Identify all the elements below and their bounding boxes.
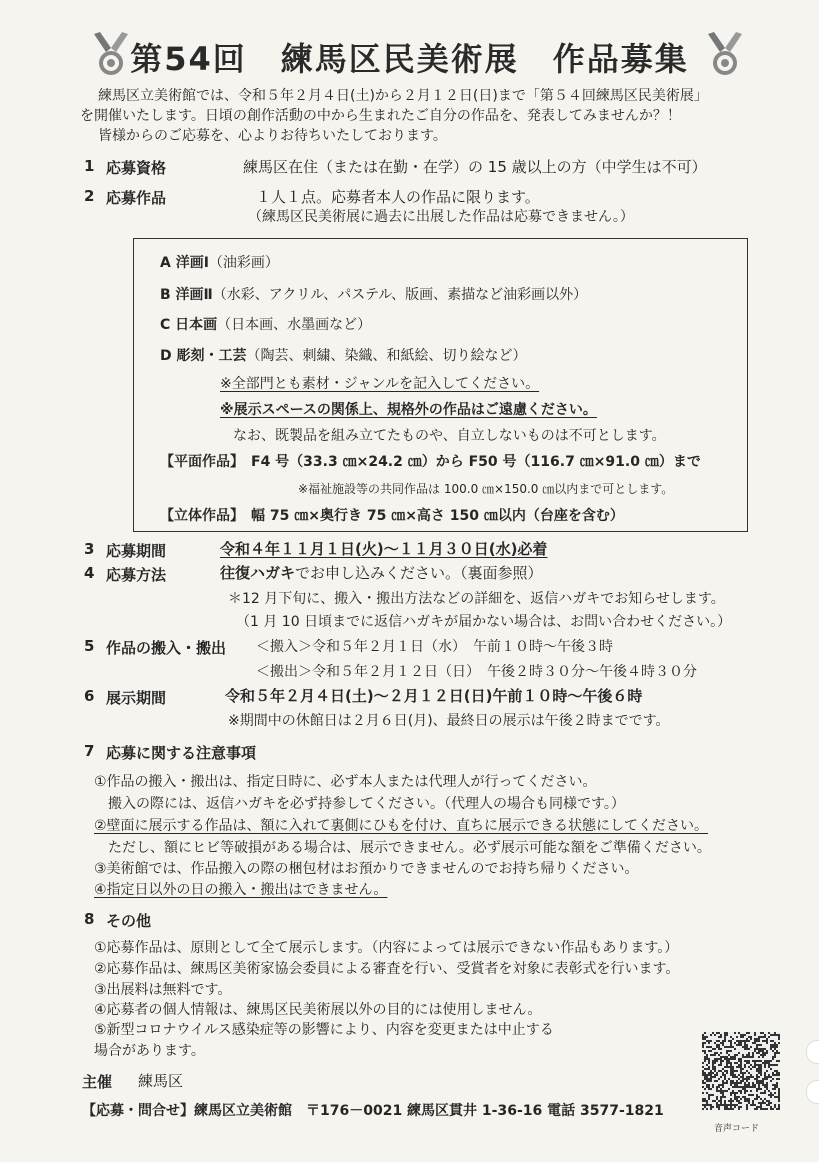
sponsor-label: 主催 bbox=[82, 1073, 113, 1091]
section-5-line-2: ＜搬出＞令和５年２月１２日（日） 午後２時３０分～午後４時３０分 bbox=[256, 664, 697, 680]
intro-line-1: 練馬区立美術館では、令和５年２月４日(土)から２月１２日(日)まで「第５４回練馬区民美術展」 bbox=[98, 88, 708, 104]
section-2-number: 2 bbox=[84, 187, 95, 205]
punch-hole bbox=[806, 1040, 819, 1064]
section-7-item-1b: 搬入の際には、返信ハガキを必ず持参してください。（代理人の場合も同様です。） bbox=[94, 796, 625, 812]
section-8-item-3: ③出展料は無料です。 bbox=[94, 982, 232, 998]
section-8-number: 8 bbox=[84, 910, 95, 928]
section-6-heading: 展示期間 bbox=[106, 689, 167, 707]
voice-code-label: 音声コード bbox=[714, 1124, 760, 1134]
section-5-number: 5 bbox=[84, 637, 95, 655]
section-4-heading: 応募方法 bbox=[106, 566, 167, 584]
section-8-item-1: ①応募作品は、原則として全て展示します。（内容によっては展示できない作品もあります。） bbox=[94, 940, 679, 956]
section-5-heading: 作品の搬入・搬出 bbox=[106, 639, 227, 657]
category-a-desc: （油彩画） bbox=[208, 255, 279, 271]
punch-hole bbox=[806, 1080, 819, 1104]
section-3-text: 令和４年１１月１日(火)～１１月３０日(水)必着 bbox=[220, 540, 548, 558]
category-a bbox=[160, 253, 279, 273]
section-4-note-2: （1 月 10 日頃までに返信ハガキが届かない場合は、お問い合わせください。） bbox=[236, 614, 732, 630]
section-1-number: 1 bbox=[84, 157, 95, 175]
section-8-heading: その他 bbox=[106, 912, 152, 930]
contact-line: 【応募・問合せ】練馬区立美術館 〒176－0021 練馬区貫井 1-36-16 電話 3577-1821 bbox=[82, 1103, 664, 1119]
category-b-label: B 洋画Ⅱ bbox=[160, 287, 213, 303]
section-8-item-5: ⑤新型コロナウイルス感染症等の影響により、内容を変更または中止する bbox=[94, 1022, 554, 1038]
section-6-text: 令和５年２月４日(土)～２月１２日(日)午前１０時～午後６時 bbox=[225, 687, 643, 705]
section-1-text: 練馬区在住（または在勤・在学）の 15 歳以上の方（中学生は不可） bbox=[243, 158, 707, 176]
section-3-heading: 応募期間 bbox=[106, 542, 167, 560]
section-2-heading: 応募作品 bbox=[106, 189, 167, 207]
category-d-desc: （陶芸、刺繍、染織、和紙絵、切り絵など） bbox=[246, 348, 527, 364]
section-4-text-rest: でお申し込みください。（裏面参照） bbox=[295, 564, 543, 582]
page-title: 第54回 練馬区民美術展 作品募集 bbox=[130, 40, 689, 78]
sponsor-value: 練馬区 bbox=[138, 1072, 184, 1090]
category-b-desc: （水彩、アクリル、パステル、版画、素描など油彩画以外） bbox=[212, 287, 588, 303]
section-2-text-2: （練馬区民美術展に過去に出展した作品は応募できません。） bbox=[248, 209, 634, 225]
section-7-item-4: ④指定日以外の日の搬入・搬出はできません。 bbox=[94, 882, 388, 898]
section-2-text-1: １人１点。応募者本人の作品に限ります。 bbox=[256, 188, 540, 206]
category-c-desc: （日本画、水墨画など） bbox=[217, 317, 372, 333]
category-b bbox=[160, 285, 587, 305]
section-6-note: ※期間中の休館日は２月６日(月)、最終日の展示は午後２時までです。 bbox=[228, 713, 670, 729]
box-note-2: ※展示スペースの関係上、規格外の作品はご遠慮ください。 bbox=[220, 402, 597, 418]
section-7-item-2: ②壁面に展示する作品は、額に入れて裏側にひもを付け、直ちに展示できる状態にしてください。 bbox=[94, 818, 708, 834]
section-4-text bbox=[220, 563, 543, 583]
intro-line-2: を開催いたします。日頃の創作活動の中から生まれたご自分の作品を、発表してみませんか？！ bbox=[80, 108, 681, 124]
category-c-label: C 日本画 bbox=[160, 317, 218, 333]
section-7-item-2b: ただし、額にヒビ等破損がある場合は、展示できません。必ず展示可能な額をご準備ください。 bbox=[94, 840, 711, 856]
category-c bbox=[160, 315, 371, 335]
section-7-item-1: ①作品の搬入・搬出は、指定日時に、必ず本人または代理人が行ってください。 bbox=[94, 774, 597, 790]
section-7-item-3: ③美術館では、作品搬入の際の梱包材はお預かりできませんのでお持ち帰りください。 bbox=[94, 861, 639, 877]
flat-spec: 【平面作品】 F4 号（33.3 ㎝×24.2 ㎝）から F50 号（116.7 ㎝×91.0 ㎝）まで bbox=[160, 454, 701, 470]
category-d-label: D 彫刻・工芸 bbox=[160, 348, 247, 364]
box-note-3: なお、既製品を組み立てたものや、自立しないものは不可とします。 bbox=[233, 428, 666, 444]
section-4-text-bold: 往復ハガキ bbox=[220, 564, 296, 582]
section-7-heading: 応募に関する注意事項 bbox=[106, 744, 257, 762]
section-8-item-5b: 場合があります。 bbox=[94, 1043, 205, 1059]
intro-line-3: 皆様からのご応募を、心よりお待ちいたしております。 bbox=[98, 128, 447, 144]
solid-spec: 【立体作品】 幅 75 ㎝×奥行き 75 ㎝×高さ 150 ㎝以内（台座を含む） bbox=[160, 508, 624, 524]
section-8-item-2: ②応募作品は、練馬区美術家協会委員による審査を行い、受賞者を対象に表彰式を行います。 bbox=[94, 961, 680, 977]
section-5-line-1: ＜搬入＞令和５年２月１日（水） 午前１０時～午後３時 bbox=[256, 639, 613, 655]
category-d bbox=[160, 346, 527, 366]
section-8-item-4: ④応募者の個人情報は、練馬区民美術展以外の目的には使用しません。 bbox=[94, 1002, 542, 1018]
section-4-note-1: ＊12 月下旬に、搬入・搬出方法などの詳細を、返信ハガキでお知らせします。 bbox=[228, 591, 725, 607]
section-3-number: 3 bbox=[84, 540, 95, 558]
voice-code-image bbox=[702, 1032, 780, 1110]
box-note-1: ※全部門とも素材・ジャンルを記入してください。 bbox=[220, 376, 540, 392]
flat-spec-note: ※福祉施設等の共同作品は 100.0 ㎝×150.0 ㎝以内まで可とします。 bbox=[298, 482, 674, 496]
section-1-heading: 応募資格 bbox=[106, 159, 167, 177]
section-6-number: 6 bbox=[84, 687, 95, 705]
section-7-number: 7 bbox=[84, 742, 95, 760]
category-a-label: A 洋画Ⅰ bbox=[160, 255, 209, 271]
section-4-number: 4 bbox=[84, 564, 95, 582]
